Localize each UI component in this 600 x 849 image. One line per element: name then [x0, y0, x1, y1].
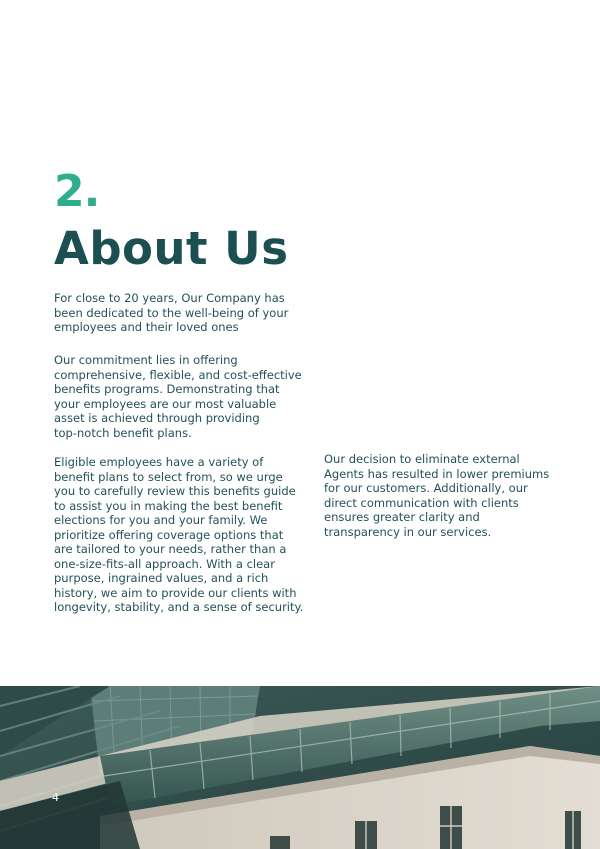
paragraph-external-agents: Our decision to eliminate external Agents has resulted in lower premiums for our customers. Additionally, our direct communication with clients ensures greater clarity and transparency in our services. — [324, 452, 550, 539]
section-title: About Us — [54, 222, 289, 275]
building-photo — [0, 686, 600, 849]
paragraph-intro: For close to 20 years, Our Company has been dedicated to the well-being of your employees and their loved ones — [54, 291, 289, 334]
section-number: 2. — [54, 166, 100, 217]
page-number: 4 — [52, 791, 59, 804]
paragraph-commitment: Our commitment lies in offering comprehensive, flexible, and cost-effective benefits programs. Demonstrating that your employees are our most valuable asset is achieved through providing top-notch benefit plans. — [54, 353, 302, 440]
paragraph-eligible-employees: Eligible employees have a variety of benefit plans to select from, so we urge you to carefully review this benefits guide to assist you in making the best benefit elections for you and your family. We prioritize offering coverage options that are tailored to your needs, rather than a one-size-fits-all approach. With a clear purpose, ingrained values, and a rich history, we aim to provide our clients with longevity, stability, and a sense of security. — [54, 455, 304, 614]
